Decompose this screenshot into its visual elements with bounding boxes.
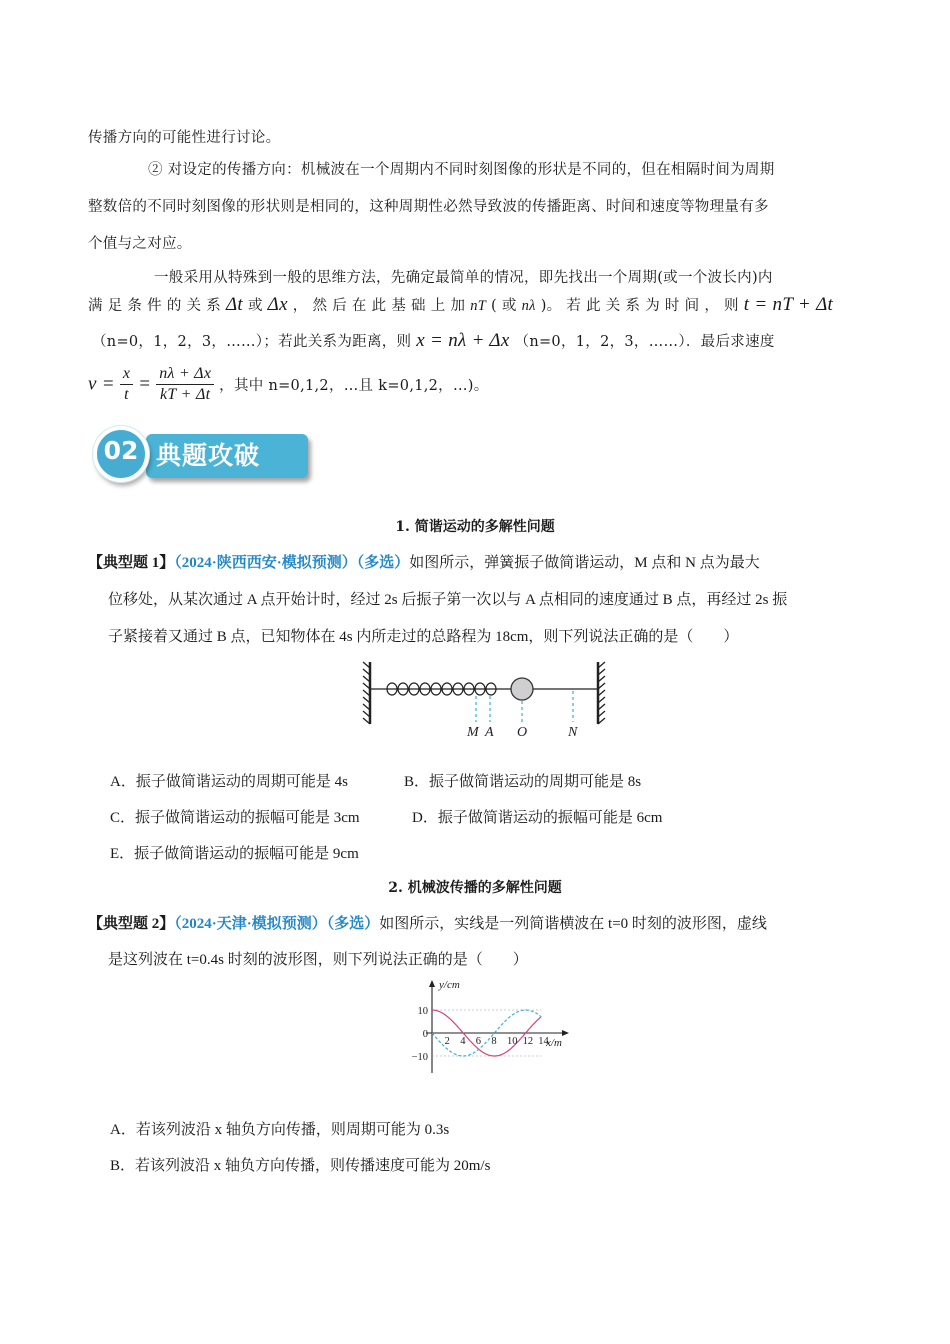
wave-graph (398, 976, 574, 1080)
intro-line-4: 个值与之对应。 (88, 236, 192, 252)
label-A: A (485, 725, 494, 740)
intro-line-8 (88, 364, 489, 405)
option-2B: B．若该列波沿 x 轴负方向传播，则传播速度可能为 20m/s (110, 1158, 491, 1174)
question-1-text-1: 如图所示，弹簧振子做简谐运动，M 点和 N 点为最大 (409, 555, 760, 571)
question-1-line-3: 子紧接着又通过 B 点，已知物体在 4s 内所走过的总路程为 18cm，则下列说法正确的是（ ） (108, 629, 739, 645)
y-axis-label: y/cm (439, 979, 460, 991)
question-2-source: （2024·天津·模拟预测）（多选） (174, 916, 380, 932)
intro-line-3: 整数倍的不同时刻图像的形状则是相同的，这种周期性必然导致波的传播距离、时间和速度等物理量有多 (88, 199, 769, 215)
equals-sign: = (138, 373, 152, 395)
question-1-tag: 【典型题 1】 (88, 555, 175, 571)
intro-l6-d: ( 或 (491, 298, 517, 314)
banner-number: 02 (103, 436, 139, 465)
intro-line-2: ② 对设定的传播方向：机械波在一个周期内不同时刻图像的形状是不同的，但在相隔时间为周期 (148, 162, 775, 178)
y-tick-label: 10 (417, 1006, 428, 1017)
x-axis-label: x/m (546, 1037, 562, 1049)
option-1E: E．振子做简谐运动的振幅可能是 9cm (110, 846, 359, 862)
y-axis-arrow (429, 980, 435, 987)
option-1D: D．振子做简谐运动的振幅可能是 6cm (412, 810, 663, 826)
intro-l7-a: （n=0，1，2，3，……）；若此关系为距离，则 (92, 334, 412, 350)
fraction-denominator-t: t (124, 386, 129, 403)
option-2A: A．若该列波沿 x 轴负方向传播，则周期可能为 0.3s (110, 1122, 450, 1138)
velocity-symbol: v = (88, 373, 115, 395)
fraction-numerator: nλ + Δx (156, 364, 214, 385)
section-1-heading: 1. 简谐运动的多解性问题 (395, 519, 555, 535)
x-over-t-fraction (120, 364, 133, 405)
banner-title: 典题攻破 (156, 441, 261, 470)
delta-x-symbol: Δx (267, 294, 288, 315)
intro-l6-c: ， 然 后 在 此 基 础 上 加 (292, 298, 466, 314)
label-M: M (467, 725, 479, 740)
wave-axes (426, 980, 569, 1073)
fraction-denominator: kT + Δt (159, 386, 211, 403)
fraction-numerator-x: x (120, 364, 133, 385)
intro-l6-a: 满 足 条 件 的 关 系 (88, 298, 222, 314)
intro-l6-e: )。 若 此 关 系 为 时 间 ， 则 (540, 298, 739, 314)
x-tick-label: 14 (538, 1036, 549, 1047)
intro-line-1: 传播方向的可能性进行讨论。 (88, 130, 281, 146)
option-1B: B．振子做简谐运动的周期可能是 8s (404, 774, 642, 790)
delta-t-symbol: Δt (225, 294, 244, 315)
intro-line-7 (92, 330, 775, 352)
x-tick-label: 12 (522, 1036, 534, 1047)
time-equation: t = nT + Δt (743, 294, 834, 315)
oscillator-ball (511, 678, 533, 700)
distance-equation: x = nλ + Δx (416, 330, 510, 351)
spring-oscillator-figure (358, 660, 614, 742)
question-1-source: （2024·陕西西安·模拟预测）（多选） (174, 555, 410, 571)
velocity-fraction (156, 364, 214, 405)
y-tick-label: 0 (422, 1029, 428, 1040)
option-1C: C．振子做简谐运动的振幅可能是 3cm (110, 810, 360, 826)
x-tick-label: 2 (444, 1036, 450, 1047)
x-tick-label: 8 (491, 1036, 497, 1047)
x-tick-label: 4 (460, 1036, 466, 1047)
label-N: N (568, 725, 578, 740)
x-axis-arrow (562, 1030, 569, 1036)
n-lambda-symbol: nλ (521, 298, 536, 314)
question-2-line-2: 是这列波在 t=0.4s 时刻的波形图，则下列说法正确的是（ ） (108, 952, 528, 968)
intro-line-5: 一般采用从特殊到一般的思维方法，先确定最简单的情况，即先找出一个周期(或一个波长内)内 (154, 270, 773, 286)
x-tick-label: 6 (475, 1036, 482, 1047)
intro-l6-b: 或 (247, 298, 263, 314)
question-1-line-2: 位移处，从某次通过 A 点开始计时，经过 2s 后振子第一次以与 A 点相同的速度通过 B 点，再经过 2s 振 (108, 592, 788, 608)
question-2-text-1: 如图所示，实线是一列简谐横波在 t=0 时刻的波形图，虚线 (379, 916, 767, 932)
section-2-heading: 2. 机械波传播的多解性问题 (388, 880, 562, 896)
label-O: O (517, 725, 528, 740)
intro-l8-tail: ，其中 n=0,1,2，…且 k=0,1,2，…)。 (219, 378, 489, 394)
intro-line-6 (88, 294, 833, 316)
question-2-line-1 (88, 912, 767, 933)
x-tick-label: 10 (507, 1036, 518, 1047)
nT-symbol: nT (470, 298, 487, 314)
y-tick-label: −10 (411, 1052, 428, 1063)
intro-l7-b: （n=0，1，2，3，……）．最后求速度 (514, 334, 775, 350)
option-1A: A．振子做简谐运动的周期可能是 4s (110, 774, 348, 790)
question-2-tag: 【典型题 2】 (88, 916, 175, 932)
question-1-line-1 (88, 551, 760, 572)
